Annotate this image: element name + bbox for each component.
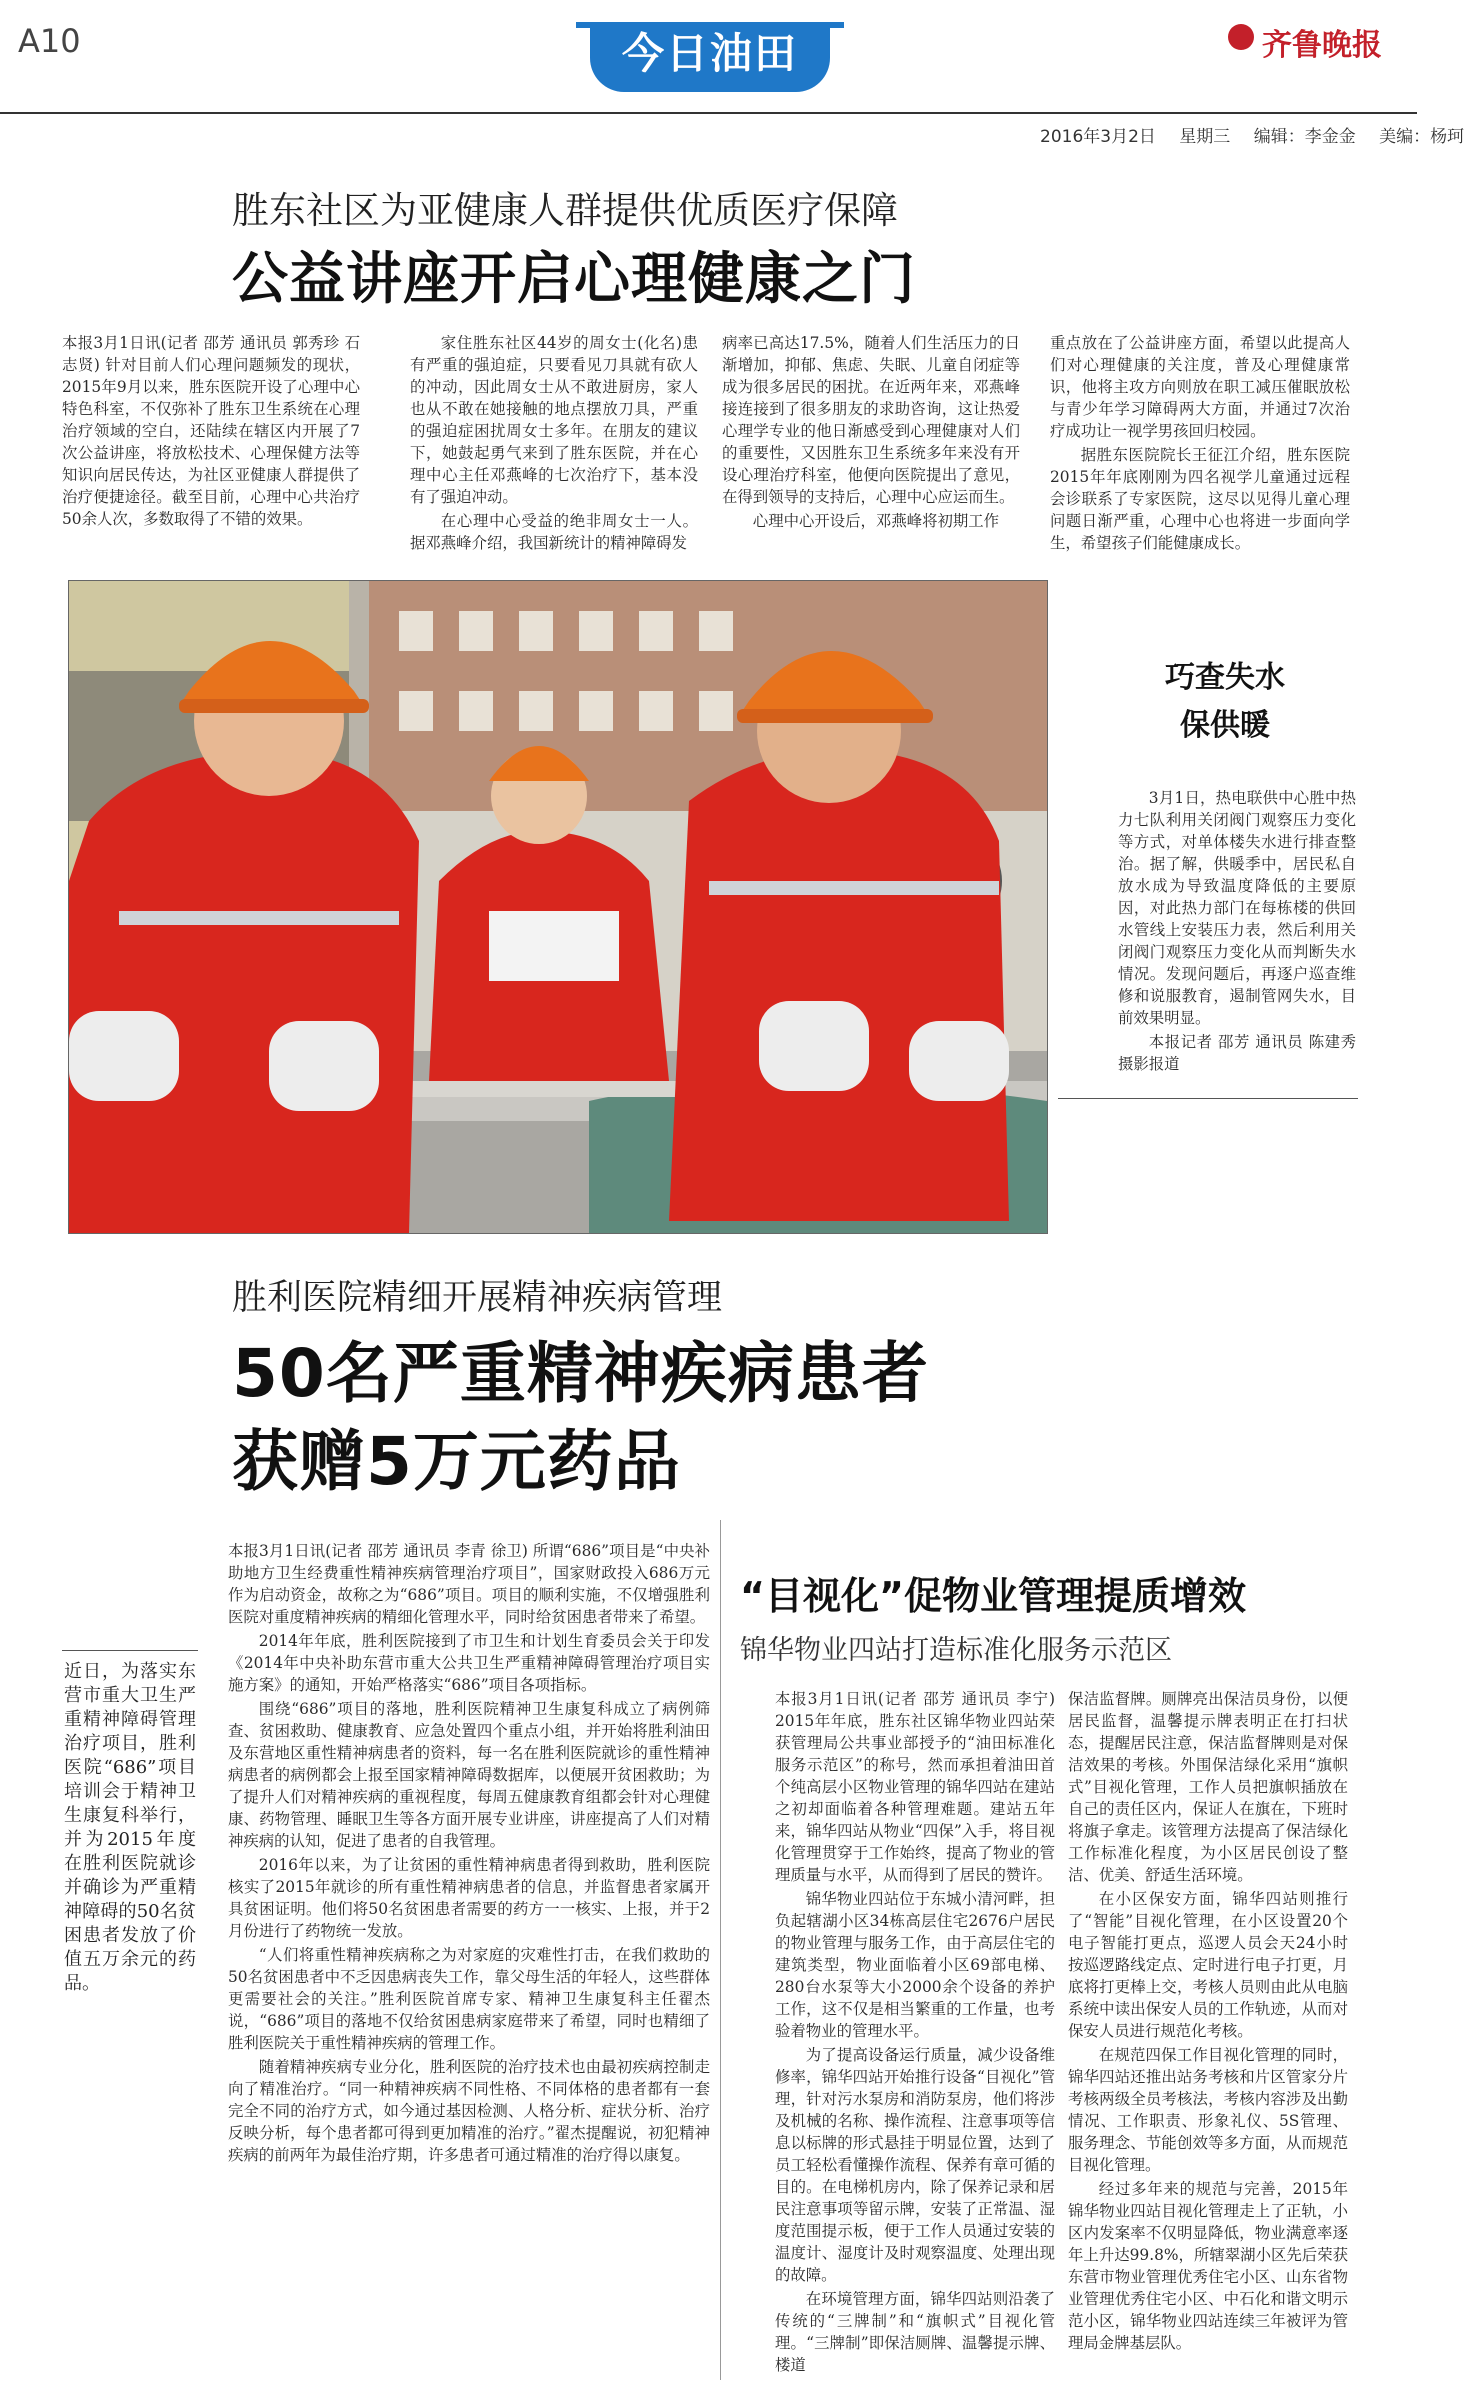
photo-caption [1118,787,1356,1077]
newspaper-brand [1262,20,1382,64]
editor-credit: 编辑：李金金 [1253,127,1356,147]
story2-headline-line2: 获赠5万元药品 [232,1423,681,1500]
header-rule [0,112,1417,114]
story2-paragraph: 2016年以来，为了让贫困的重性精神病患者得到救助，胜利医院核实了2015年就诊的所有重性精神病患者的信息，并监督患者家属开具贫困证明。他们将50名贫困患者需要的药方一一核实、上报，并于2月份进行了药物统一发放。 [228,1856,710,1940]
story3-paragraph: 本报3月1日讯(记者 邵芳 通讯员 李宁) 2015年年底，胜东社区锦华物业四站荣获管理局公共事业部授予的“油田标准化服务示范区”的称号，然而承担着油田首个纯高层小区物业管理的锦华四站在建站之初却面临着各种管理难题。建站五年来，锦华四站从物业“四保”入手，将目视化管理贯穿于工作始终，提高了物业的管理质量与水平，从而得到了居民的赞许。 [775,1690,1055,1884]
story2-paragraph: 围绕“686”项目的落地，胜利医院精神卫生康复科成立了病例筛查、贫困救助、健康教育、应急处置四个重点小组，并开始将胜利油田及东营地区重性精神病患者的资料，每一名在胜利医院就诊的重性精神病患者的病例都会上报至国家精神障碍数据库，以便展开贫困救助；为了提升人们对精神疾病的重视程度，每周五健康教育组都会针对心理健康、药物管理、睡眠卫生等各方面开展专业讲座，讲座提高了人们对精神疾病的认知，促进了患者的自我管理。 [228,1700,710,1850]
brand-name: 齐鲁晚报 [1262,28,1382,63]
photo-caption-title-line1: 巧查失水 [1165,660,1285,695]
section-banner: 今日油田 [590,22,830,92]
designer-credit: 美编：杨珂 [1379,127,1465,147]
story3-paragraph: 在规范四保工作目视化管理的同时，锦华四站还推出站务考核和片区管家分片考核两级全员考核法，考核内容涉及出勤情况、工作职责、形象礼仪、5S管理、服务理念、节能创效等多方面，从而规范目视化管理。 [1068,2046,1348,2174]
photo-caption-body: 3月1日，热电联供中心胜中热力七队利用关闭阀门观察压力变化等方式，对单体楼失水进行排查整治。据了解，供暖季中，居民私自放水成为导致温度降低的主要原因，对此热力部门在每栋楼的供回水管线上安装压力表，然后利用关闭阀门观察压力变化从而判断失水情况。发现问题后，再逐户巡查维修和说服教育，遏制管网失水，目前效果明显。 [1118,789,1356,1027]
news-photo [68,580,1048,1234]
story2-kicker: 胜利医院精细开展精神疾病管理 [232,1278,723,1318]
story1-paragraph: 心理中心开设后，邓燕峰将初期工作 [752,512,1000,530]
story3-kicker: 锦华物业四站打造标准化服务示范区 [740,1635,1172,1666]
story3-paragraph: 经过多年来的规范与完善，2015年锦华物业四站目视化管理走上了正轨，小区内发案率不仅明显降低，物业满意率逐年上升达99.8%，所辖翠湖小区先后荣获东营市物业管理优秀住宅小区、山东省物业管理优秀住宅小区、中石化和谐文明示范小区，锦华物业四站连续三年被评为管理局金牌基层队。 [1068,2180,1348,2352]
photo-caption-credit: 本报记者 邵芳 通讯员 陈建秀 摄影报道 [1118,1033,1356,1073]
issue-weekday: 星期三 [1179,127,1231,147]
story3-column-1 [775,1688,1055,2378]
story1-kicker: 胜东社区为亚健康人群提供优质医疗保障 [232,189,898,232]
story3-paragraph: 保洁监督牌。厕牌亮出保洁员身份，以便居民监督，温馨提示牌表明正在打扫状态，提醒居民注意，保洁监督牌则是对保洁效果的考核。外围保洁绿化采用“旗帜式”目视化管理，工作人员把旗帜插放在自己的责任区内，保证人在旗在，下班时将旗子拿走。该管理方法提高了保洁绿化工作标准化程度，为小区居民创设了整洁、优美、舒适生活环境。 [1068,1690,1348,1884]
story1-column-1 [62,332,360,532]
story1-column-2 [410,332,698,556]
story3-paragraph: 在环境管理方面，锦华四站则沿袭了传统的“三牌制”和“旗帜式”目视化管理。“三牌制”即保洁厕牌、温馨提示牌、楼道 [775,2290,1055,2374]
story2-paragraph: 2014年年底，胜利医院接到了市卫生和计划生育委员会关于印发《2014年中央补助东营市重大公共卫生严重精神障碍管理治疗项目实施方案》的通知，开始严格落实“686”项目各项指标。 [228,1632,710,1694]
photo-illustration [69,581,1047,1233]
story3-paragraph: 为了提高设备运行质量，减少设备维修率，锦华四站开始推行设备“目视化”管理，针对污水泵房和消防泵房，他们将涉及机械的名称、操作流程、注意事项等信息以标牌的形式悬挂于明显位置，达到了员工轻松看懂操作流程、保养有章可循的目的。在电梯机房内，除了保养记录和居民注意事项等留示牌，安装了正常温、湿度范围提示板，便于工作人员通过安装的温度计、湿度计及时观察温度、处理出现的故障。 [775,2046,1055,2284]
story1-headline: 公益讲座开启心理健康之门 [232,247,916,312]
column-divider [720,1520,721,2380]
caption-rule [1058,1098,1358,1099]
brand-logo-icon [1228,24,1254,50]
story1-paragraph: 病率已高达17.5%，随着人们生活压力的日渐增加，抑郁、焦虑、失眠、儿童自闭症等成为很多居民的困扰。在近两年来，邓燕峰接连接到了很多朋友的求助咨询，这让热爱心理学专业的他日渐感受到心理健康对人们的重要性，又因胜东卫生系统多年来没有开设心理治疗科室，他便向医院提出了意见，在得到领导的支持后，心理中心应运而生。 [722,334,1020,506]
sidebar-rule [62,1650,198,1651]
story2-paragraph: “人们将重性精神疾病称之为对家庭的灾难性打击，在我们救助的50名贫困患者中不乏因患病丧失工作，靠父母生活的年轻人，这些群体更需要社会的关注。”胜利医院首席专家、精神卫生康复科主任翟杰说，“686”项目的落地不仅给贫困患病家庭带来了希望，同时也精细了胜利医院关于重性精神疾病的管理工作。 [228,1946,710,2052]
issue-date: 2016年3月2日 [1040,127,1156,147]
story3-headline: “目视化”促物业管理提质增效 [740,1574,1246,1618]
story2-paragraph: 随着精神疾病专业分化，胜利医院的治疗技术也由最初疾病控制走向了精准治疗。“同一种精神疾病不同性格、不同体格的患者都有一套完全不同的治疗方式，如今通过基因检测、人格分析、症状分析、治疗反映分析，每个患者都可得到更加精准的治疗。”翟杰提醒说，初犯精神疾病的前两年为最佳治疗期，许多患者可通过精准的治疗得以康复。 [228,2058,710,2164]
story1-paragraph: 本报3月1日讯(记者 邵芳 通讯员 郭秀珍 石志贤) 针对目前人们心理问题频发的现状，2015年9月以来，胜东医院开设了心理中心特色科室，不仅弥补了胜东卫生系统在心理治疗领域的空白，还陆续在辖区内开展了7次公益讲座，将放松技术、心理保健方法等知识向居民传达，为社区亚健康人群提供了治疗便捷途径。截至目前，心理中心共治疗50余人次，多数取得了不错的效果。 [62,334,360,528]
story2-sidebar: 近日，为落实东营市重大卫生严重精神障碍管理治疗项目，胜利医院“686”项目培训会于精神卫生康复科举行，并为2015年度在胜利医院就诊并确诊为严重精神障碍的50名贫困患者发放了价值五万余元的药品。 [64,1661,196,1994]
story2-headline [232,1330,1132,1506]
story1-paragraph: 据胜东医院院长王征江介绍，胜东医院2015年年底刚刚为四名视学儿童通过远程会诊联系了专家医院，这尽以见得儿童心理问题日渐严重，心理中心也将进一步面向学生，希望孩子们能健康成长。 [1050,446,1350,552]
story3-column-2 [1068,1688,1348,2356]
story1-paragraph: 重点放在了公益讲座方面，希望以此提高人们对心理健康的关注度，普及心理健康常识，他将主攻方向则放在职工减压催眠放松与青少年学习障碍两大方面，并通过7次治疗成功让一视学男孩回归校园。 [1050,334,1350,440]
story3-paragraph: 锦华物业四站位于东城小清河畔，担负起辖湖小区34栋高层住宅2676户居民的物业管理与服务工作，由于高层住宅的建筑类型，物业面临着小区69部电梯、280台水泵等大小2000余个设备的养护工作，这不仅是相当繁重的工作量，也考验着物业的管理水平。 [775,1890,1055,2040]
story1-paragraph: 在心理中心受益的绝非周女士一人。据邓燕峰介绍，我国新统计的精神障碍发 [410,512,698,552]
photo-caption-title-line2: 保供暖 [1180,708,1270,743]
story1-column-4 [1050,332,1350,556]
story2-body [228,1540,710,2168]
photo-caption-title [1110,654,1340,750]
story1-paragraph: 家住胜东社区44岁的周女士(化名)患有严重的强迫症，只要看见刀具就有砍人的冲动，因此周女士从不敢进厨房，家人也从不敢在她接触的地点摆放刀具，严重的强迫症困扰周女士多年。在朋友的建议下，她鼓起勇气来到了胜东医院，并在心理中心主任邓燕峰的七次治疗下，基本没有了强迫冲动。 [410,334,698,506]
story1-column-3 [722,332,1020,534]
story3-paragraph: 在小区保安方面，锦华四站则推行了“智能”目视化管理，在小区设置20个电子智能打更点，巡逻人员会天24小时按巡逻路线定点、定时进行电子打更，月底将打更棒上交，考核人员则由此从电脑系统中读出保安人员的工作轨迹，从而对保安人员进行规范化考核。 [1068,1890,1348,2040]
story2-paragraph: 本报3月1日讯(记者 邵芳 通讯员 李青 徐卫) 所谓“686”项目是“中央补助地方卫生经费重性精神疾病管理治疗项目”，国家财政投入686万元作为启动资金，故称之为“686”项目。项目的顺利实施，不仅增强胜利医院对重度精神疾病的精细化管理水平，同时给贫困患者带来了希望。 [228,1542,710,1626]
story2-headline-line1: 50名严重精神疾病患者 [232,1335,929,1412]
page-number: A10 [18,22,81,60]
dateline [1040,122,1482,147]
